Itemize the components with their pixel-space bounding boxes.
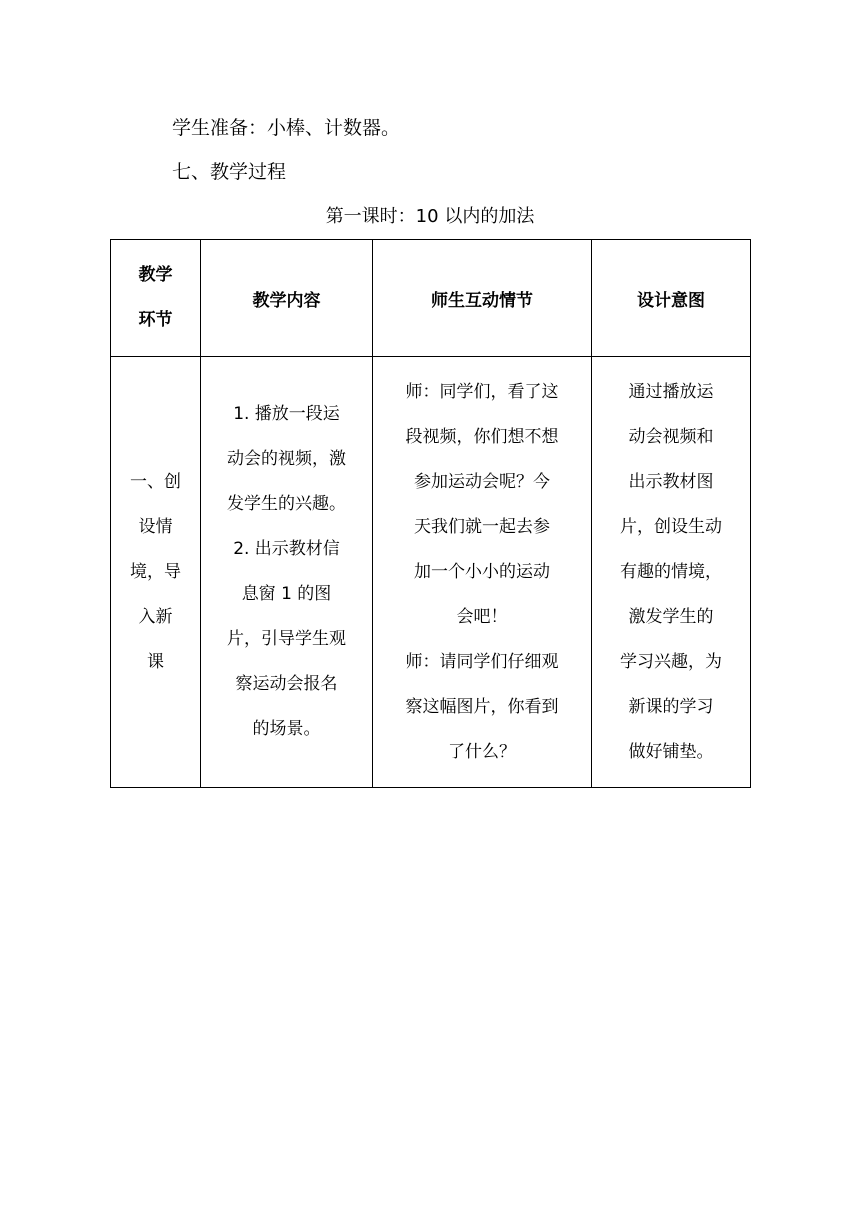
cell-line: 动会的视频，激 [227, 449, 346, 469]
cell-line: 1. 播放一段运 [233, 404, 340, 424]
cell-line: 片，创设生动 [620, 516, 722, 537]
header-interaction: 师生互动情节 [373, 240, 592, 357]
cell-line: 做好铺垫。 [628, 741, 714, 762]
header-intent: 设计意图 [592, 240, 751, 357]
cell-line: 察运动会报名 [235, 674, 338, 694]
cell-line: 境，导 [130, 561, 181, 582]
cell-line: 入新 [138, 606, 173, 627]
cell-line: 新课的学习 [628, 696, 714, 717]
cell-line: 察这幅图片，你看到 [405, 696, 559, 717]
lesson-plan-table [110, 239, 751, 788]
student-preparation-paragraph: 学生准备：小棒、计数器。 [172, 117, 401, 139]
cell-line: 2. 出示教材信 [233, 539, 340, 559]
cell-line: 学习兴趣，为 [620, 651, 722, 672]
header-stage-line: 环节 [138, 310, 173, 330]
cell-line: 参加运动会呢？今 [414, 471, 550, 492]
cell-line: 有趣的情境， [620, 561, 722, 582]
stage-cell [111, 357, 201, 788]
cell-line: 师：同学们，看了这 [405, 381, 559, 402]
cell-line: 的场景。 [252, 719, 321, 739]
table-row [111, 357, 751, 788]
header-stage [111, 240, 201, 357]
cell-line: 了什么？ [448, 741, 516, 762]
cell-line: 加一个小小的运动 [414, 561, 550, 582]
cell-line: 师：请同学们仔细观 [405, 651, 559, 672]
cell-line: 片，引导学生观 [227, 629, 346, 649]
cell-line: 出示教材图 [628, 471, 714, 492]
cell-line: 一、创 [130, 471, 181, 492]
intent-cell [592, 357, 751, 788]
section-heading: 七、教学过程 [172, 161, 287, 183]
table-header-row [111, 240, 751, 357]
header-stage-line: 教学 [138, 265, 173, 285]
cell-line: 设情 [138, 516, 173, 537]
cell-line: 天我们就一起去参 [414, 516, 550, 537]
cell-line: 发学生的兴趣。 [227, 494, 346, 514]
header-content: 教学内容 [201, 240, 373, 357]
interaction-cell [373, 357, 592, 788]
cell-line: 课 [147, 651, 164, 672]
cell-line: 段视频，你们想不想 [405, 426, 559, 447]
cell-line: 通过播放运 [628, 381, 714, 402]
table-caption: 第一课时：10 以内的加法 [325, 206, 535, 227]
cell-line: 会吧！ [456, 606, 508, 627]
content-cell [201, 357, 373, 788]
cell-line: 动会视频和 [628, 426, 714, 447]
cell-line: 息窗 1 的图 [241, 584, 332, 604]
cell-line: 激发学生的 [628, 606, 714, 627]
